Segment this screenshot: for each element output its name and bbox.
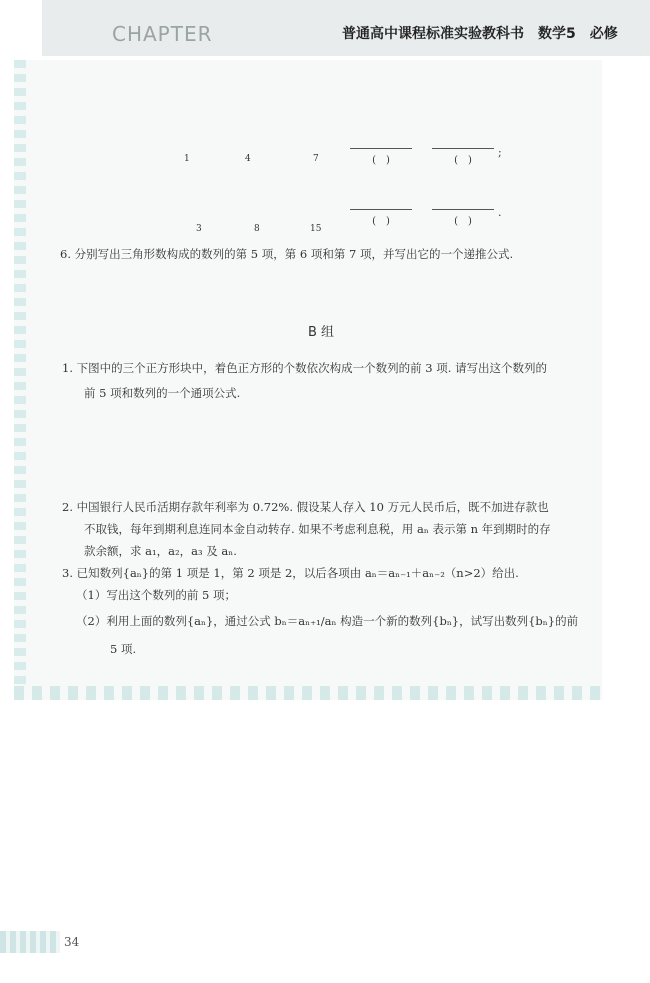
book-title: 普通高中课程标准实验教科书 数学5 必修 [342, 26, 618, 42]
exercise-b3-sub1: （1）写出这个数列的前 5 项； [76, 588, 236, 602]
exercise-b2-line3: 款余额，求 a₁，a₂，a₃ 及 aₙ. [84, 544, 237, 558]
footer-decoration [0, 931, 60, 953]
figure-number: 3 [196, 224, 202, 234]
exercise-b3-sub2-end: 5 项. [110, 642, 137, 656]
exercise-b3-sub2: （2）利用上面的数列{aₙ}，通过公式 bₙ＝aₙ₊₁/aₙ 构造一个新的数列{bₙ}，试写出数列{bₙ}的前 [76, 614, 579, 628]
figure-number: 1 [184, 154, 190, 164]
figure-number: 4 [245, 154, 251, 164]
exercise-6: 6. 分别写出三角形数构成的数列的第 5 项，第 6 项和第 7 项，并写出它的一个递推公式. [60, 247, 514, 261]
answer-blank: ( ) [432, 148, 494, 166]
exercise-b1-line2: 前 5 项和数列的一个通项公式. [84, 386, 241, 400]
panel-bottom-edge [14, 686, 602, 700]
answer-blank: ( ) [350, 209, 412, 227]
answer-blank: ( ) [350, 148, 412, 166]
punctuation: . [498, 206, 502, 219]
page-header [42, 0, 650, 56]
figure-number: 15 [310, 224, 322, 234]
chapter-label: CHAPTER [112, 22, 213, 46]
punctuation: ; [498, 146, 502, 159]
exercise-b3-line1: 3. 已知数列{aₙ}的第 1 项是 1，第 2 项是 2，以后各项由 aₙ＝aₙ₋₁＋aₙ₋₂（n>2）给出. [62, 566, 519, 580]
exercise-b1-line1: 1. 下图中的三个正方形块中，着色正方形的个数依次构成一个数列的前 3 项. 请写出这个数列的 [62, 361, 548, 375]
panel-left-edge [14, 60, 26, 700]
exercise-b2-line1: 2. 中国银行人民币活期存款年利率为 0.72%. 假设某人存入 10 万元人民币后，既不加进存款也 [62, 500, 549, 514]
section-b-title: B 组 [308, 325, 335, 340]
page-number: 34 [64, 935, 80, 949]
figure-number: 7 [313, 154, 319, 164]
answer-blank: ( ) [432, 209, 494, 227]
figure-number: 8 [254, 224, 260, 234]
exercise-b2-line2: 不取钱，每年到期利息连同本金自动转存. 如果不考虑利息税，用 aₙ 表示第 n 年到期时的存 [84, 522, 551, 536]
